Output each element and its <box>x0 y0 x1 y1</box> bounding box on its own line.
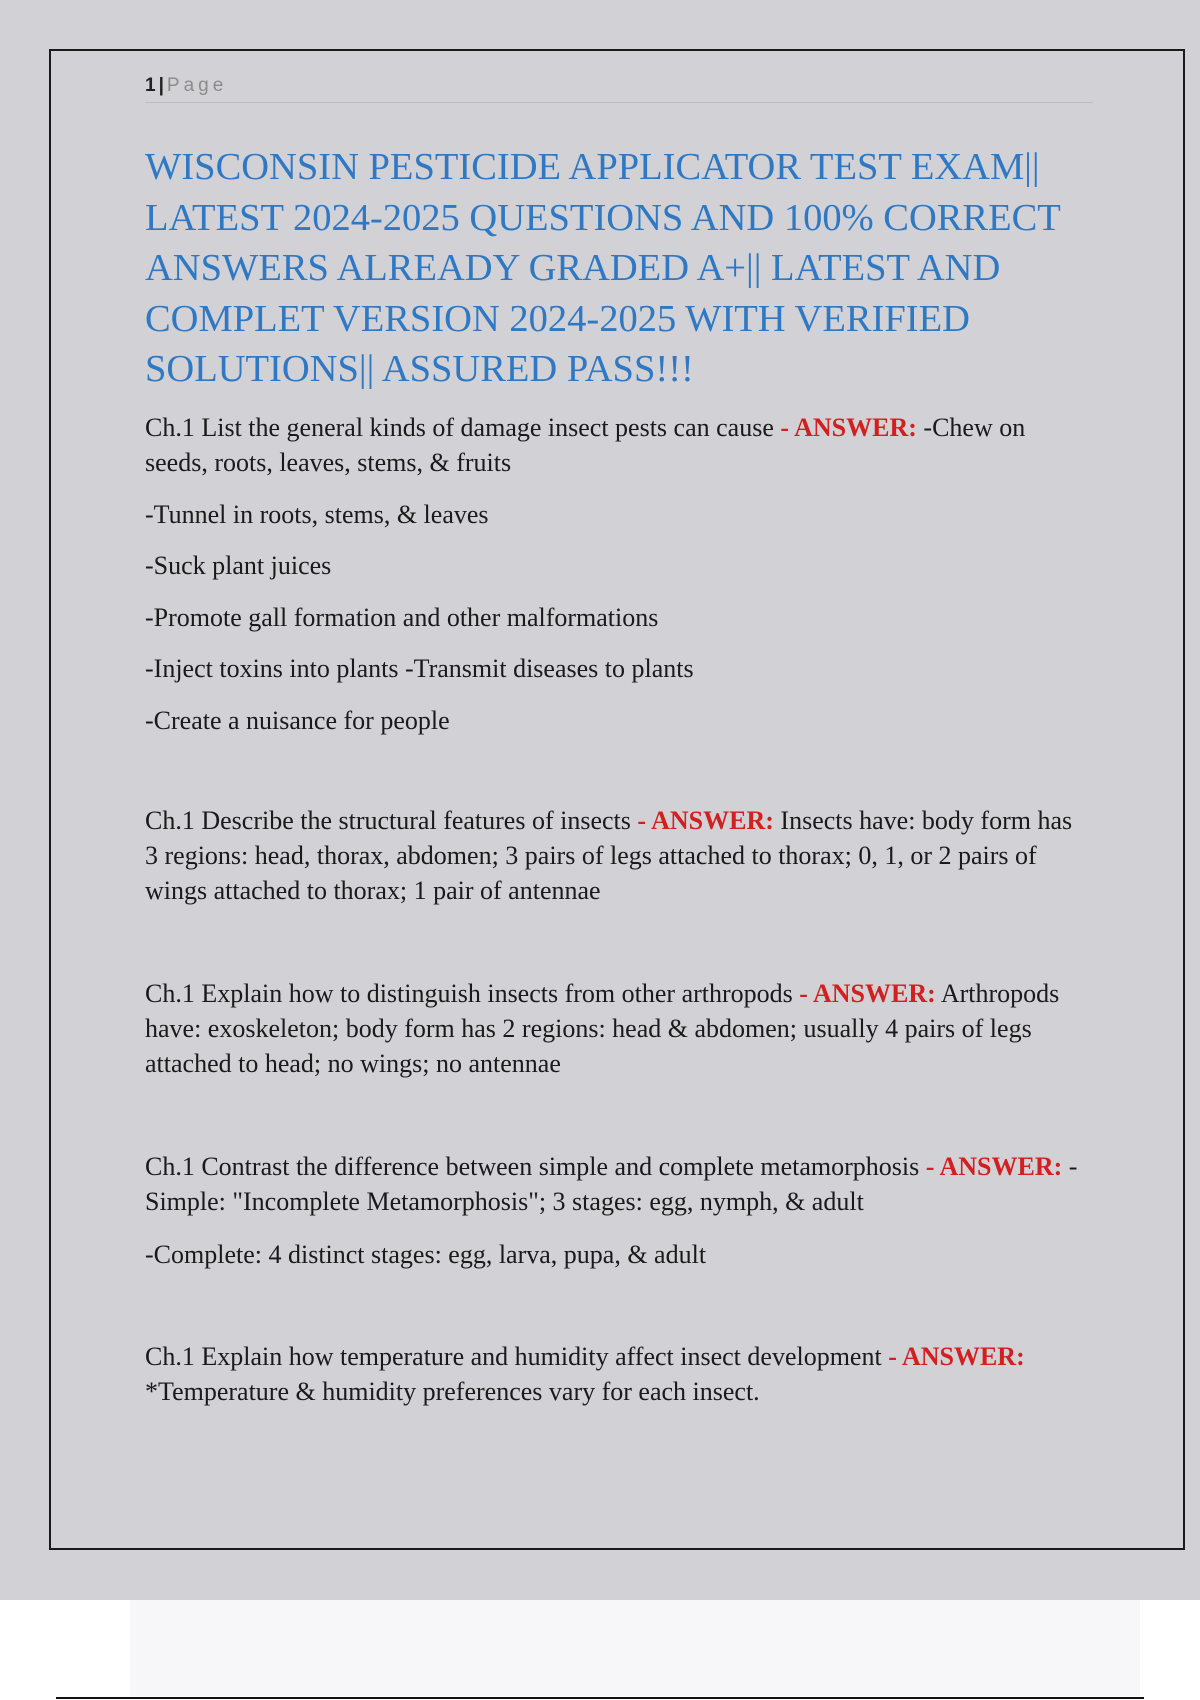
next-page-rule <box>56 1697 1144 1699</box>
answer-text: -Chew on seeds, roots, leaves, stems, & fruits <box>145 413 1026 477</box>
qa-item-2 <box>145 803 1080 908</box>
page-number: 1 <box>145 75 156 96</box>
answer-dash: - <box>773 413 795 442</box>
answer-line: -Suck plant juices <box>145 551 332 580</box>
answer-line: -Inject toxins into plants -Transmit diseases to plants <box>145 654 694 683</box>
answer-dash: - <box>630 806 652 835</box>
qa-item-5 <box>145 1339 1080 1409</box>
answer-line: -Promote gall formation and other malformations <box>145 603 659 632</box>
answer-label: ANSWER: <box>901 1342 1025 1371</box>
next-page-preview <box>130 1600 1140 1696</box>
question-text: Ch.1 List the general kinds of damage insect pests can cause <box>145 413 774 442</box>
answer-text: *Temperature & humidity preferences vary for each insect. <box>145 1377 760 1406</box>
page-word: Page <box>166 75 228 96</box>
question-text: Ch.1 Explain how to distinguish insects from other arthropods <box>145 979 793 1008</box>
answer-dash: - <box>919 1152 940 1181</box>
question-text: Ch.1 Explain how temperature and humidity affect insect development <box>145 1342 882 1371</box>
qa-item-4 <box>145 1149 1080 1219</box>
page-separator: | <box>158 75 164 96</box>
answer-label: ANSWER: <box>794 413 917 442</box>
answer-text: Insects have: body form has 3 regions: head, thorax, abdomen; 3 pairs of legs attached to thorax; 0, 1, or 2 pairs of wings attached to thorax; 1 pair of antennae <box>145 806 1073 905</box>
answer-text: -Simple: "Incomplete Metamorphosis"; 3 stages: egg, nymph, & adult <box>145 1152 1078 1216</box>
answer-dash: - <box>881 1342 902 1371</box>
answer-line: -Complete: 4 distinct stages: egg, larva, pupa, & adult <box>145 1240 707 1269</box>
answer-line: -Create a nuisance for people <box>145 706 450 735</box>
question-text: Ch.1 Describe the structural features of insects <box>145 806 631 835</box>
answer-text: Arthropods have: exoskeleton; body form has 2 regions: head & abdomen; usually 4 pairs of legs attached to head; no wings; no antennae <box>145 979 1060 1078</box>
question-text: Ch.1 Contrast the difference between simple and complete metamorphosis <box>145 1152 920 1181</box>
answer-label: ANSWER: <box>939 1152 1063 1181</box>
answer-dash: - <box>792 979 813 1008</box>
qa-item-1 <box>145 410 1080 480</box>
answer-line: -Tunnel in roots, stems, & leaves <box>145 500 489 529</box>
qa-item-3 <box>145 976 1080 1081</box>
answer-label: ANSWER: <box>651 806 774 835</box>
page-header <box>145 74 1093 103</box>
document-title: WISCONSIN PESTICIDE APPLICATOR TEST EXAM|| LATEST 2024-2025 QUESTIONS AND 100% CORRECT ANSWERS ALREADY GRADED A+|| LATEST AND COMPLET VERSION 2024-2025 WITH VERIFIED SOLUTIONS|| ASSURED PASS!!! <box>145 146 1061 390</box>
answer-label: ANSWER: <box>813 979 936 1008</box>
